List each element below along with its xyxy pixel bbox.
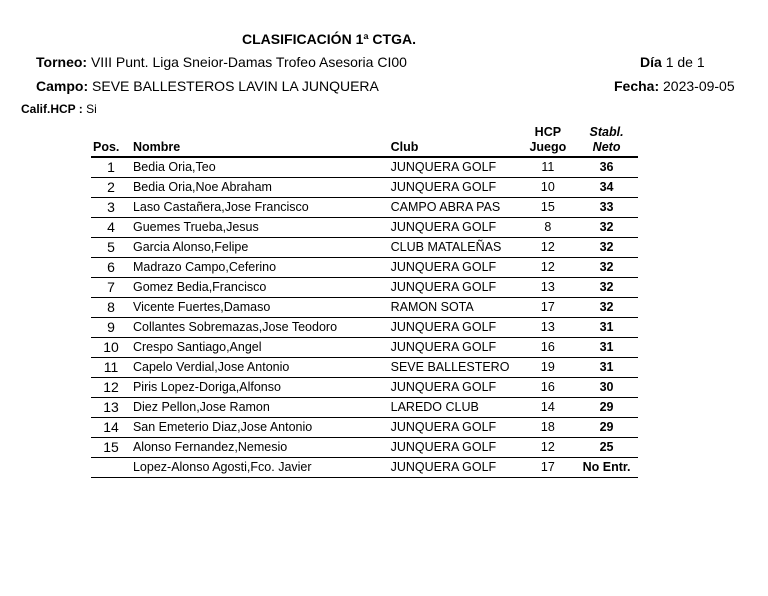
cell-pos: 8: [91, 298, 131, 318]
cell-club: SEVE BALLESTERO: [389, 358, 521, 378]
table-row: [91, 438, 638, 458]
cell-club: JUNQUERA GOLF: [389, 458, 521, 478]
dia-value: 1 de 1: [665, 54, 705, 70]
cell-hcp: 16: [521, 378, 576, 398]
cell-club: JUNQUERA GOLF: [389, 178, 521, 198]
cell-club: JUNQUERA GOLF: [389, 378, 521, 398]
fecha-label: Fecha:: [614, 78, 660, 94]
cell-nombre: Bedia Oria,Noe Abraham: [131, 178, 389, 198]
cell-hcp: 17: [521, 298, 576, 318]
table-row: [91, 278, 638, 298]
cell-pos: 4: [91, 218, 131, 238]
cell-pos: 3: [91, 198, 131, 218]
cell-hcp: 11: [521, 157, 576, 178]
cell-nombre: Alonso Fernandez,Nemesio: [131, 438, 389, 458]
cell-pos: 10: [91, 338, 131, 358]
cell-club: CAMPO ABRA PAS: [389, 198, 521, 218]
cell-pos: 13: [91, 398, 131, 418]
results-table: [91, 125, 638, 478]
cell-neto: 31: [575, 358, 638, 378]
campo-row: [36, 78, 379, 94]
table-row: [91, 458, 638, 478]
cell-hcp: 19: [521, 358, 576, 378]
cell-neto: 32: [575, 298, 638, 318]
cell-hcp: 16: [521, 338, 576, 358]
cell-neto: 31: [575, 318, 638, 338]
cell-hcp: 12: [521, 438, 576, 458]
cell-neto: 32: [575, 278, 638, 298]
cell-club: JUNQUERA GOLF: [389, 338, 521, 358]
cell-nombre: Diez Pellon,Jose Ramon: [131, 398, 389, 418]
table-row: [91, 378, 638, 398]
header-neto-line2: Neto: [592, 140, 621, 154]
header-pos: Pos.: [91, 125, 131, 157]
cell-nombre: Collantes Sobremazas,Jose Teodoro: [131, 318, 389, 338]
table-row: [91, 198, 638, 218]
cell-pos: 11: [91, 358, 131, 378]
cell-hcp: 14: [521, 398, 576, 418]
cell-nombre: Guemes Trueba,Jesus: [131, 218, 389, 238]
cell-hcp: 18: [521, 418, 576, 438]
cell-nombre: San Emeterio Diaz,Jose Antonio: [131, 418, 389, 438]
campo-label: Campo:: [36, 78, 89, 94]
header-club: Club: [389, 125, 521, 157]
cell-club: JUNQUERA GOLF: [389, 157, 521, 178]
cell-club: RAMON SOTA: [389, 298, 521, 318]
cell-nombre: Bedia Oria,Teo: [131, 157, 389, 178]
cell-neto: 30: [575, 378, 638, 398]
table-row: [91, 338, 638, 358]
cell-nombre: Vicente Fuertes,Damaso: [131, 298, 389, 318]
table-row: [91, 238, 638, 258]
cell-club: LAREDO CLUB: [389, 398, 521, 418]
torneo-label: Torneo:: [36, 54, 88, 70]
table-row: [91, 157, 638, 178]
cell-pos: 1: [91, 157, 131, 178]
cell-club: JUNQUERA GOLF: [389, 418, 521, 438]
cell-nombre: Gomez Bedia,Francisco: [131, 278, 389, 298]
table-row: [91, 318, 638, 338]
cell-nombre: Lopez-Alonso Agosti,Fco. Javier: [131, 458, 389, 478]
cell-nombre: Laso Castañera,Jose Francisco: [131, 198, 389, 218]
cell-club: CLUB MATALEÑAS: [389, 238, 521, 258]
cell-neto: 33: [575, 198, 638, 218]
cell-hcp: 12: [521, 258, 576, 278]
cell-neto: 29: [575, 418, 638, 438]
header-hcp-line2: Juego: [529, 140, 567, 154]
cell-pos: 9: [91, 318, 131, 338]
cell-hcp: 8: [521, 218, 576, 238]
cell-pos: 2: [91, 178, 131, 198]
document-title: CLASIFICACIÓN 1ª CTGA.: [242, 31, 416, 47]
table-row: [91, 218, 638, 238]
cell-pos: [91, 458, 131, 478]
cell-nombre: Capelo Verdial,Jose Antonio: [131, 358, 389, 378]
header-neto: [575, 125, 638, 157]
cell-pos: 12: [91, 378, 131, 398]
cell-club: JUNQUERA GOLF: [389, 318, 521, 338]
cell-nombre: Crespo Santiago,Angel: [131, 338, 389, 358]
cell-pos: 15: [91, 438, 131, 458]
header-nombre: Nombre: [131, 125, 389, 157]
cell-pos: 7: [91, 278, 131, 298]
cell-club: JUNQUERA GOLF: [389, 278, 521, 298]
cell-nombre: Piris Lopez-Doriga,Alfonso: [131, 378, 389, 398]
table-row: [91, 418, 638, 438]
header-hcp: [521, 125, 576, 157]
fecha-row: [614, 78, 735, 94]
cell-hcp: 12: [521, 238, 576, 258]
cell-neto: 32: [575, 218, 638, 238]
table-header-row: [91, 125, 638, 157]
table-row: [91, 178, 638, 198]
cell-club: JUNQUERA GOLF: [389, 218, 521, 238]
header-neto-line1: Stabl.: [589, 125, 624, 139]
cell-nombre: Garcia Alonso,Felipe: [131, 238, 389, 258]
fecha-value: 2023-09-05: [663, 78, 735, 94]
cell-club: JUNQUERA GOLF: [389, 258, 521, 278]
cell-pos: 5: [91, 238, 131, 258]
cell-hcp: 10: [521, 178, 576, 198]
dia-label: Día: [640, 54, 662, 70]
header-hcp-line1: HCP: [534, 125, 562, 139]
cell-neto: 36: [575, 157, 638, 178]
calif-label: Calif.HCP :: [21, 102, 83, 116]
cell-nombre: Madrazo Campo,Ceferino: [131, 258, 389, 278]
dia-row: [640, 54, 705, 70]
cell-hcp: 15: [521, 198, 576, 218]
table-row: [91, 398, 638, 418]
cell-hcp: 13: [521, 318, 576, 338]
cell-neto: 29: [575, 398, 638, 418]
cell-neto: No Entr.: [575, 458, 638, 478]
table-row: [91, 258, 638, 278]
cell-club: JUNQUERA GOLF: [389, 438, 521, 458]
cell-neto: 31: [575, 338, 638, 358]
calif-row: [21, 102, 97, 116]
table-row: [91, 358, 638, 378]
cell-pos: 14: [91, 418, 131, 438]
cell-neto: 25: [575, 438, 638, 458]
table-row: [91, 298, 638, 318]
calif-value: Si: [86, 102, 97, 116]
torneo-row: [36, 54, 407, 70]
cell-neto: 32: [575, 258, 638, 278]
cell-neto: 32: [575, 238, 638, 258]
torneo-value: VIII Punt. Liga Sneior-Damas Trofeo Asesoria CI00: [90, 54, 407, 70]
cell-pos: 6: [91, 258, 131, 278]
cell-hcp: 13: [521, 278, 576, 298]
cell-neto: 34: [575, 178, 638, 198]
campo-value: SEVE BALLESTEROS LAVIN LA JUNQUERA: [92, 78, 379, 94]
cell-hcp: 17: [521, 458, 576, 478]
